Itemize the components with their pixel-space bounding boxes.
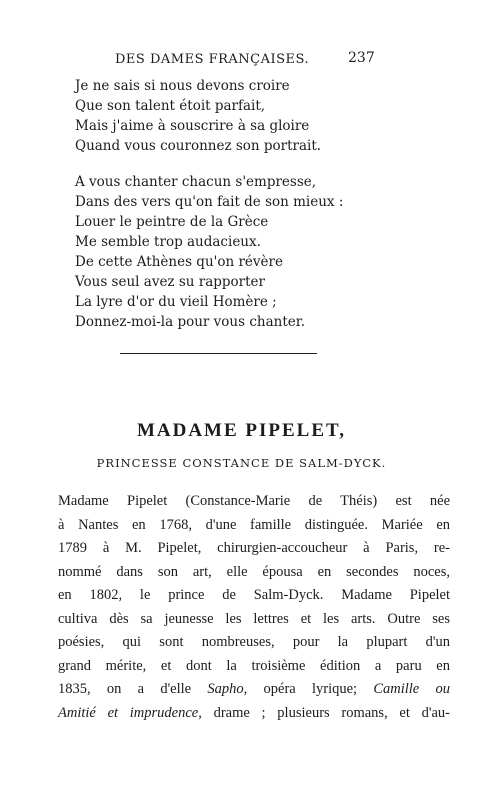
section-divider — [120, 353, 317, 354]
work-title-sapho: Sapho — [207, 681, 244, 697]
verse-line: De cette Athènes qu'on révère — [75, 254, 283, 270]
paragraph-line: poésies, qui sont nombreuses, pour la plupart d'un — [58, 634, 450, 650]
running-head: DES DAMES FRANÇAISES. — [115, 52, 310, 67]
verse-line: A vous chanter chacun s'empresse, — [75, 174, 317, 190]
verse-line: Louer le peintre de la Grèce — [75, 214, 269, 230]
biography-paragraph — [58, 490, 450, 725]
section-title: MADAME PIPELET, — [136, 420, 347, 441]
paragraph-text: 1835, on a d'elle — [58, 681, 208, 697]
verse-line: Donnez-moi-la pour vous chanter. — [75, 314, 306, 330]
verse-line: Que son talent étoit parfait, — [75, 98, 266, 114]
poem-stanza-1 — [75, 76, 321, 156]
verse-line: Vous seul avez su rapporter — [75, 274, 265, 290]
work-title-camille: Camille ou — [373, 681, 450, 697]
paragraph-line: grand mérite, et dont la troisième édition a paru en — [58, 657, 450, 674]
work-title-amitie: Amitié et imprudence — [58, 704, 199, 721]
paragraph-line: Madame Pipelet (Constance-Marie de Théis) est née — [58, 493, 450, 509]
verse-line: Je ne sais si nous devons croire — [75, 78, 290, 94]
paragraph-text: , drame ; plusieurs romans, et d'au- — [198, 704, 450, 721]
paragraph-line — [58, 678, 450, 702]
verse-line: Quand vous couronnez son portrait. — [75, 138, 322, 154]
paragraph-line: nommé dans son art, elle épousa en secondes noces, — [58, 563, 450, 580]
verse-line: La lyre d'or du vieil Homère ; — [75, 294, 277, 310]
paragraph-line: cultiva dès sa jeunesse les lettres et les arts. Outre ses — [58, 610, 450, 627]
poem-stanza-2 — [75, 172, 343, 332]
page-number: 237 — [348, 50, 375, 66]
paragraph-line — [58, 702, 450, 726]
paragraph-line: à Nantes en 1768, d'une famille distinguée. Mariée en — [58, 516, 450, 533]
verse-line: Mais j'aime à souscrire à sa gloire — [75, 118, 310, 134]
verse-line: Dans des vers qu'on fait de son mieux : — [75, 194, 344, 210]
paragraph-text: , opéra lyrique; — [243, 681, 374, 697]
paragraph-line: 1789 à M. Pipelet, chirurgien-accoucheur à Paris, re- — [58, 540, 450, 556]
paragraph-line: en 1802, le prince de Salm-Dyck. Madame Pipelet — [58, 587, 450, 603]
section-subtitle: PRINCESSE CONSTANCE DE SALM-DYCK. — [96, 456, 387, 470]
verse-line: Me semble trop audacieux. — [75, 234, 261, 250]
